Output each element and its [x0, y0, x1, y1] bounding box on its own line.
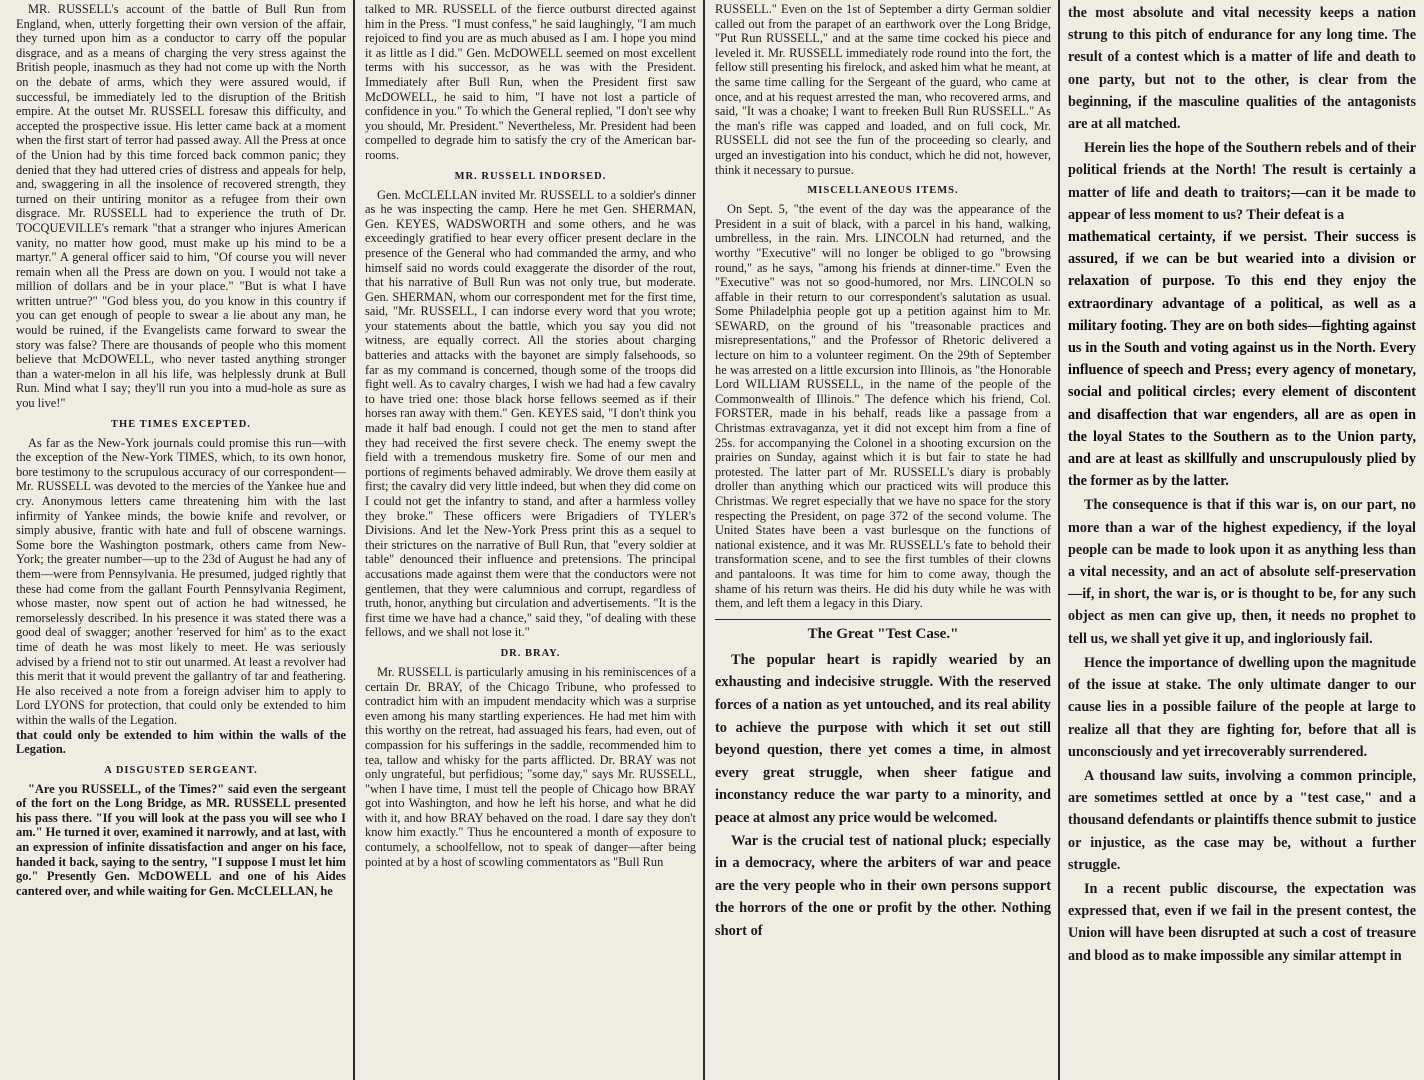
column1-heading-disgusted-sergeant: A DISGUSTED SERGEANT. — [104, 764, 258, 776]
column-4 — [1062, 0, 1424, 1080]
column3-heading-miscellaneous: MISCELLANEOUS ITEMS. — [807, 185, 959, 197]
column1-paragraph-1: MR. RUSSELL's account of the battle of Bull Run from England, when, utterly forgetting their own version of the affair, they turned upon him as a conductor to carry off the popular disgrace, and as a means of charging the very stress against the British people, inasmuch as they had not come up with the North on the debate of arms, which they were assured would, if successful, be immediately led to the disruption of the British empire. At the outset Mr. RUSSELL foresaw this difficulty, and accepted the prospective issue. His letter came back at a moment when the first start of terror had passed away. All the Press at once of the Union had by this time forced back common panic; they denied that they had uttered cries of distress and appeals for help, and, swaggering in all the insolence of recovered strength, they turned on their untiring monitor as a refugee from their own disgrace. Mr. RUSSELL had to experience the truth of Dr. TOCQUEVILLE's remark "that a stranger who injures American vanity, no matter how good, must make up his mind to be a martyr." A general officer said to him, "Of course you will never remain when all the Press are down on you. I would not take a million of dollars and be in your place." "But is what I have written untrue?" "God bless you, do you know in this country if you can get enough of people to swear a lie about any man, he would be ruined, if the Evangelists came forward to swear the story was false? There are thousands of people who this moment believe that McDOWELL, who never tasted anything stronger than a water-melon in all his life, was helplessly drunk at Bull Run. Mind what I say; they'll run you into a mud-hole as sure as you live!" — [16, 2, 346, 411]
column-rule-1 — [353, 0, 355, 1080]
column2-paragraph-2: Gen. McCLELLAN invited Mr. RUSSELL to a soldier's dinner as he was inspecting the camp. Here he met Gen. SHERMAN, Gen. KEYES, WADSWORTH and some others, and he was exceedingly gratified to hear every officer present declare in the presence of the General who had commanded the army, and who himself said no words could exaggerate the disorder of the rout, that his narrative of Bull Run was not only true, but moderate. Gen. SHERMAN, whom our correspondent met for the first time, said, "Mr. RUSSELL, I can indorse every word that you wrote; your statements about the battle, which you say you did not witness, are equally correct. All the stories about charging batteries and attacks with the bayonet are simply falsehoods, so far as my command is concerned, though some of the troops did fight well. As to cavalry charges, I wish we had had a few cavalry to have tried one: those black horse fellows seemed as if their horses ran away with them." Gen. KEYES said, "I don't think you made it half bad enough. I could not get the men to stand after they had received the first severe check. The enemy swept the field with a tremendous musketry fire. Some of our men and portions of regiments behaved admirably. We drove them easily at first; the cavalry did very little indeed, but when they did come on I could not get the infantry to stand, and after a harmless volley they broke." These officers were Brigadiers of TYLER's Divisions. And let the New-York Press print this as a sequel to their strictures on the narrative of Bull Run, that "every soldier at table" denounced their influence and pretensions. The principal accusations made against them were that the conductors were not gentlemen, that they were calumnious and corrupt, regardless of truth, honor, anything but circulation and advertisements. "It is the first time we have had a chance," said they, "of dealing with these fellows, and we shall not lose it." — [365, 187, 696, 640]
column4-paragraph-3: The consequence is that if this war is, on our part, no more than a war of the highest expediency, if the loyal people can be made to look upon it as anything less than a vital necessity, and an act of absolute self-preservation—if, in short, the war is, or is thought to be, for any such object as men can give up, then, it needs no prophet to tell us, we shall yet give it up, and ingloriously fail. — [1068, 497, 1416, 647]
column3-paragraph-2: On Sept. 5, "the event of the day was the appearance of the President in a suit of black, with a parcel in his hand, walking, umbrelless, in the rain. Mrs. LINCOLN had returned, and the worthy "Executive" will no longer be obliged to go "browsing round," as he says, "among his friends at dinner-time." Even the "Executive" was not so good-humored, nor Mrs. LINCOLN so affable in their return to our correspondent's salutation as usual. Some Philadelphia people got up a petition against him to Mr. SEWARD, on the ground of his "treasonable practices and misrepresentations," and the Professor of Rhetoric delivered a lecture on him to a volunteer regiment. On the 29th of September he was arrested on a little excursion into Illinois, as "the Honorable Lord WILLIAM RUSSELL, in the name of the people of the Commonwealth of Illinois." The defence which his friend, Col. FORSTER, made in his behalf, reads like a passage from a Christmas extravaganza, yet it did not except him from a fine of 25s. for accompanying the Colonel in a shooting excursion on the prairies on Sunday, against which it is but fair to state he had protested. The latter part of Mr. RUSSELL's diary is probably droller than anything which our practiced wits will produce this Christmas. We regret especially that we have no space for the story respecting the President, on page 372 of the second volume. The United States have been a vast burlesque on the functions of national existence, and it was Mr. RUSSELL's fate to behold their transformation scene, and to see the first tumbles of their clowns and pantaloons. It was time for him to come away, though the shame of his return was theirs. He did his duty while he was with them, and left them a legacy in this Diary. — [715, 202, 1051, 611]
article-title-test-case: The Great "Test Case." — [807, 625, 959, 642]
column-1 — [2, 0, 352, 1080]
column3-paragraph-4: War is the crucial test of national pluck; especially in a democracy, where the arbiters of war and peace are the very people who in their own persons support the horrors of the one or profit by the other. Nothing short of — [715, 832, 1051, 939]
column1-paragraph-2: As far as the New-York journals could promise this run—with the exception of the New-York TIMES, which, to its own honor, bore testimony to the scrupulous accuracy of our correspondent—Mr. RUSSELL was devoted to the mercies of the Yankee hue and cry. Anonymous letters came threatening him with the last infirmity of Yankee minds, the bowie knife and revolver, or simply abusive, frantic with hate and full of obscene warnings. Some bore the Washington postmark, others came from New-York; the greater number—up to the 23d of August he had any of them—were from Pennsylvania. He presumed, judged rightly that these had come from the gallant Fourth Pennsylvania Regiment, whose master, now spent out of action he had witnessed, he remorselessly described. In his presence it was stated there was a good deal of swagger; another 'reserved for him' as to the exact time of death he was most likely to meet. He was seriously advised by a friend not to stir out unarmed. At least a revolver had this merit that it would prevent the gallantry of tar and feathering. He also received a note from a foreign adviser him to apply to Lord LYONS for protection, that could only be extended to him within the walls of the Legation. — [16, 435, 346, 727]
column4-paragraph-2b: mathematical certainty, if we persist. Their success is assured, if we can be but wearied into a division or relaxation of purpose. To this end they enjoy the extraordinary advantage of a political, as well as a military footing. They are on both sides—fighting against us in the South and voting against us in the North. Every influence of speech and Press; every agency of monetary, social and political circles; every element of discontent and disaffection that war engenders, all are as open in the loyal States to the Southern as to the Union party, and are at least as skillfully and unscrupulously plied by the former as by the latter. — [1068, 229, 1416, 490]
column2-heading-russell-indorsed: MR. RUSSELL INDORSED. — [454, 170, 607, 182]
column4-paragraph-1: the most absolute and vital necessity keeps a nation strung to this pitch of endurance for any long time. The result of a contest which is a matter of life and death to one party, but not to the other, is clear from the beginning, if the masculine qualities of the antagonists are at all matched. — [1068, 5, 1416, 133]
column2-heading-dr-bray: DR. BRAY. — [500, 647, 561, 659]
column-3 — [707, 0, 1057, 1080]
column1-paragraph-2-tail: that could only be extended to him within the walls of the Legation. — [16, 727, 346, 757]
column4-paragraph-6: In a recent public discourse, the expectation was expressed that, even if we fail in the present contest, the Union will have been disrupted at such a cost of treasure and blood as to make impossible any similar attempt in — [1068, 880, 1416, 964]
column3-paragraph-3: The popular heart is rapidly wearied by an exhausting and indecisive struggle. With the reserved forces of a nation as yet untouched, and its real ability to achieve the purpose with which it set out still beyond question, there yet comes a time, in almost every great struggle, when sheer fatigue and inconstancy reduce the war party to a minority, and peace at almost any price would be welcomed. — [715, 651, 1051, 826]
column3-paragraph-1: RUSSELL." Even on the 1st of September a dirty German soldier called out from the parapet of an earthwork over the Long Bridge, "Put Run RUSSELL," and at the same time cocked his piece and leveled it. Mr. RUSSELL immediately rode round into the fort, the fellow still presenting his firelock, and asked him what he meant, at the same time calling for the Sergeant of the guard, who came at once, and at his request arrested the man, who recovered arms, and said, "It was a choake; I want to freeken Bull Run RUSSELL." As the man's rifle was capped and loaded, and on full cock, Mr. RUSSELL did not see the fun of the proceeding so clearly, and urged an investigation into his conduct, which he did not, however, think it necessary to pursue. — [715, 2, 1051, 177]
column2-paragraph-1: talked to MR. RUSSELL of the fierce outburst directed against him in the Press. "I must confess," he said laughingly, "I am much rejoiced to find you are as much abused as I am. I hope you mind it as little as I did." Gen. McDOWELL seemed on most excellent terms with his successor, as he was with the President. Immediately after Bull Run, when the President first saw McDOWELL, he said to him, "I have not lost a particle of confidence in you." To which the General replied, "I don't see why you should, Mr. President." Nevertheless, Mr. President had been compelled to degrade him to satisfy the cry of the American bar-rooms. — [365, 2, 696, 162]
column4-paragraph-4: Hence the importance of dwelling upon the magnitude of the issue at stake. The only ultimate danger to our cause lies in a possible failure of the people at large to realize all that they are fighting for, before that all is unconsciously and yet irrecoverably surrendered. — [1068, 654, 1416, 760]
column1-paragraph-3: "Are you RUSSELL, of the Times?" said even the sergeant of the fort on the Long Bridge, as MR. RUSSELL presented his pass there. "If you will look at the pass you will see who I am." He turned it over, examined it narrowly, and at last, with an expression of infinite dissatisfaction and anger on his face, handed it back, saying to the sentry, "I suppose I must let him go." Presently Gen. McDOWELL and one of his Aides cantered over, and while waiting for Gen. McCLELLAN, he — [16, 781, 346, 898]
column-2 — [357, 0, 702, 1080]
column-rule-3 — [1058, 0, 1060, 1080]
column2-paragraph-3: Mr. RUSSELL is particularly amusing in his reminiscences of a certain Dr. BRAY, of the Chicago Tribune, who professed to contradict him with an impudent mendacity which was a surprise even among his many startling experiences. He had met him with this worthy on the retreat, had assuaged his fears, had even, out of compassion for his sufferings in the saddle, recommended him to tea, tallow and whisky for the parts afflicted. Dr. BRAY was not only ungrateful, but perfidious; "some day," says Mr. RUSSELL, "when I have time, I must tell the people of Chicago how BRAY got into Washington, and how he left his horse, and what he did with it, and how BRAY behaved on the road. I dare say they don't know him exactly." Thus he encountered a month of exposure to contumely, a schoolfellow, not to speak of danger—after being pointed at by a host of scowling commentators as "Bull Run — [365, 664, 696, 869]
column4-paragraph-5: A thousand law suits, involving a common principle, are sometimes settled at once by a "test case," and a thousand defendants or plaintiffs thence submit to justice or injustice, as the case may be, without a further struggle. — [1068, 767, 1416, 873]
article-divider — [715, 619, 1051, 620]
column-rule-2 — [703, 0, 705, 1080]
column4-paragraph-2a: Herein lies the hope of the Southern rebels and of their political friends at the North! The result is certainly a matter of life and death to traitors;—can it be made to appear of less moment to us? Their defeat is a — [1068, 140, 1416, 223]
column1-heading-times-excepted: THE TIMES EXCEPTED. — [111, 418, 251, 430]
